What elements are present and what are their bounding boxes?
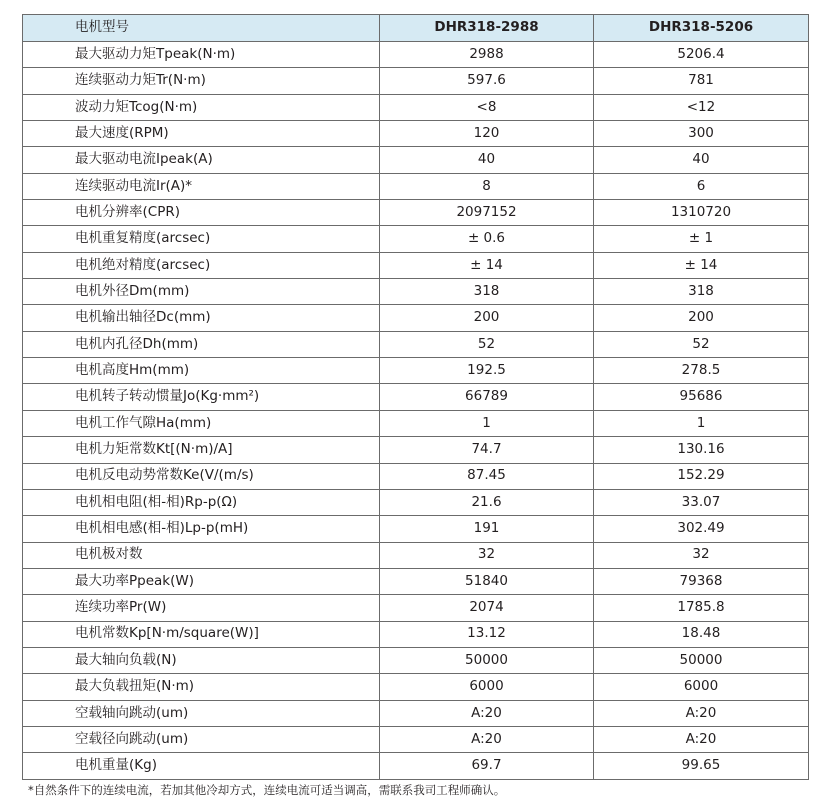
value-dhr318-2988: 8 (380, 173, 594, 199)
row-label: 最大速度(RPM) (23, 121, 380, 147)
value-dhr318-2988: 597.6 (380, 68, 594, 94)
value-dhr318-2988: 21.6 (380, 489, 594, 515)
row-label: 电机分辨率(CPR) (23, 200, 380, 226)
table-row (23, 121, 809, 147)
row-label: 最大功率Ppeak(W) (23, 568, 380, 594)
row-label: 最大驱动电流Ipeak(A) (23, 147, 380, 173)
value-dhr318-5206: A:20 (594, 726, 809, 752)
row-label: 电机输出轴径Dc(mm) (23, 305, 380, 331)
value-dhr318-5206: 33.07 (594, 489, 809, 515)
value-dhr318-5206: 79368 (594, 568, 809, 594)
value-dhr318-2988: A:20 (380, 726, 594, 752)
row-label: 电机常数Kp[N·m/square(W)] (23, 621, 380, 647)
table-row (23, 753, 809, 779)
header-model-label: 电机型号 (23, 15, 380, 42)
table-row (23, 437, 809, 463)
table-body (23, 42, 809, 780)
table-row (23, 463, 809, 489)
value-dhr318-2988: 69.7 (380, 753, 594, 779)
value-dhr318-2988: 200 (380, 305, 594, 331)
row-label: 电机力矩常数Kt[(N·m)/A] (23, 437, 380, 463)
value-dhr318-2988: 120 (380, 121, 594, 147)
value-dhr318-2988: 40 (380, 147, 594, 173)
header-model-2988: DHR318-2988 (380, 15, 594, 42)
value-dhr318-2988: 192.5 (380, 358, 594, 384)
value-dhr318-2988: <8 (380, 94, 594, 120)
row-label: 连续功率Pr(W) (23, 595, 380, 621)
value-dhr318-2988: 52 (380, 331, 594, 357)
row-label: 空载轴向跳动(um) (23, 700, 380, 726)
table-row (23, 147, 809, 173)
table-row (23, 68, 809, 94)
value-dhr318-2988: ± 14 (380, 252, 594, 278)
row-label: 波动力矩Tcog(N·m) (23, 94, 380, 120)
table-row (23, 305, 809, 331)
value-dhr318-5206: 300 (594, 121, 809, 147)
row-label: 连续驱动力矩Tr(N·m) (23, 68, 380, 94)
value-dhr318-2988: 2074 (380, 595, 594, 621)
table-row (23, 331, 809, 357)
table-row (23, 674, 809, 700)
value-dhr318-5206: 1 (594, 410, 809, 436)
row-label: 电机重量(Kg) (23, 753, 380, 779)
value-dhr318-5206: 278.5 (594, 358, 809, 384)
row-label: 电机相电阻(相-相)Rp-p(Ω) (23, 489, 380, 515)
value-dhr318-5206: 95686 (594, 384, 809, 410)
value-dhr318-5206: 99.65 (594, 753, 809, 779)
value-dhr318-2988: 51840 (380, 568, 594, 594)
row-label: 电机反电动势常数Ke(V/(m/s) (23, 463, 380, 489)
value-dhr318-5206: 18.48 (594, 621, 809, 647)
value-dhr318-2988: 32 (380, 542, 594, 568)
value-dhr318-5206: 152.29 (594, 463, 809, 489)
row-label: 空载径向跳动(um) (23, 726, 380, 752)
row-label: 电机转子转动惯量Jo(Kg·mm²) (23, 384, 380, 410)
table-row (23, 410, 809, 436)
value-dhr318-2988: 50000 (380, 647, 594, 673)
row-label: 电机工作气隙Ha(mm) (23, 410, 380, 436)
value-dhr318-5206: 1785.8 (594, 595, 809, 621)
value-dhr318-5206: 50000 (594, 647, 809, 673)
value-dhr318-5206: 130.16 (594, 437, 809, 463)
spec-table-container (22, 14, 808, 780)
header-model-5206: DHR318-5206 (594, 15, 809, 42)
table-row (23, 226, 809, 252)
value-dhr318-2988: A:20 (380, 700, 594, 726)
row-label: 最大驱动力矩Tpeak(N·m) (23, 42, 380, 68)
row-label: 电机重复精度(arcsec) (23, 226, 380, 252)
value-dhr318-2988: 318 (380, 279, 594, 305)
value-dhr318-5206: 302.49 (594, 516, 809, 542)
value-dhr318-5206: 32 (594, 542, 809, 568)
value-dhr318-5206: A:20 (594, 700, 809, 726)
table-row (23, 173, 809, 199)
table-row (23, 700, 809, 726)
table-row (23, 384, 809, 410)
table-row (23, 358, 809, 384)
value-dhr318-2988: 191 (380, 516, 594, 542)
table-row (23, 542, 809, 568)
table-row (23, 726, 809, 752)
row-label: 最大负载扭矩(N·m) (23, 674, 380, 700)
spec-table (22, 14, 809, 780)
value-dhr318-2988: 2097152 (380, 200, 594, 226)
row-label: 最大轴向负载(N) (23, 647, 380, 673)
table-row (23, 621, 809, 647)
value-dhr318-5206: 6000 (594, 674, 809, 700)
table-row (23, 94, 809, 120)
value-dhr318-5206: ± 1 (594, 226, 809, 252)
row-label: 电机内孔径Dh(mm) (23, 331, 380, 357)
row-label: 电机外径Dm(mm) (23, 279, 380, 305)
value-dhr318-5206: ± 14 (594, 252, 809, 278)
table-row (23, 568, 809, 594)
value-dhr318-2988: 66789 (380, 384, 594, 410)
value-dhr318-5206: 40 (594, 147, 809, 173)
value-dhr318-5206: 6 (594, 173, 809, 199)
row-label: 电机相电感(相-相)Lp-p(mH) (23, 516, 380, 542)
row-label: 电机高度Hm(mm) (23, 358, 380, 384)
value-dhr318-5206: 781 (594, 68, 809, 94)
value-dhr318-2988: 6000 (380, 674, 594, 700)
table-row (23, 42, 809, 68)
table-row (23, 489, 809, 515)
value-dhr318-2988: 1 (380, 410, 594, 436)
table-row (23, 516, 809, 542)
row-label: 电机绝对精度(arcsec) (23, 252, 380, 278)
table-row (23, 647, 809, 673)
footnote: *自然条件下的连续电流，若加其他冷却方式，连续电流可适当调高，需联系我司工程师确认。 (28, 783, 506, 797)
value-dhr318-5206: <12 (594, 94, 809, 120)
value-dhr318-5206: 318 (594, 279, 809, 305)
value-dhr318-5206: 1310720 (594, 200, 809, 226)
value-dhr318-2988: 2988 (380, 42, 594, 68)
table-row (23, 200, 809, 226)
table-row (23, 595, 809, 621)
value-dhr318-5206: 5206.4 (594, 42, 809, 68)
value-dhr318-2988: 13.12 (380, 621, 594, 647)
table-header-row (23, 15, 809, 42)
value-dhr318-2988: 74.7 (380, 437, 594, 463)
value-dhr318-5206: 200 (594, 305, 809, 331)
table-row (23, 252, 809, 278)
value-dhr318-2988: 87.45 (380, 463, 594, 489)
row-label: 连续驱动电流Ir(A)* (23, 173, 380, 199)
value-dhr318-5206: 52 (594, 331, 809, 357)
table-row (23, 279, 809, 305)
row-label: 电机极对数 (23, 542, 380, 568)
value-dhr318-2988: ± 0.6 (380, 226, 594, 252)
